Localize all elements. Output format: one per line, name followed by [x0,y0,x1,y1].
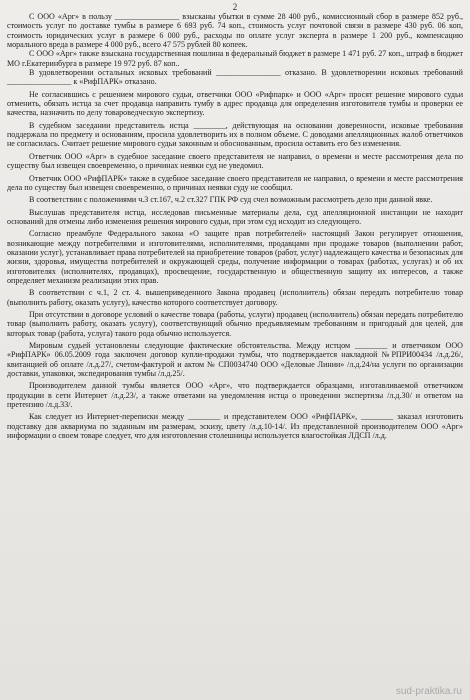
paragraph-article-4: В соответствии с ч.1, 2 ст. 4. вышеприведенного Закона продавец (исполнитель) обязан передать потребителю товар (выполнить работу, оказать услугу), качество которого соответствует договору. [7,288,463,307]
paragraph-damages: С ООО «Арг» в пользу ________________ взысканы убытки в сумме 28 400 руб., комиссионный сбор в размере 852 руб., стоимость услуг по доставке тумбы в размере 6 693 руб. 74 коп., стоимость услуг почтовой связи в размере 430 руб. 06 коп, стоимость юридических услуг в размере 6 000 руб., расходы по оплате услуг эксперта в размере 1 200 руб., компенсацию морального вреда в размере 4 000 руб., всего 47 575 рублей 80 копеек. [7,12,463,50]
paragraph-gpk: В соответствии с положениями ч.3 ст.167, ч.2 ст.327 ГПК РФ суд счел возможным рассмотреть дело при данной явке. [29,195,433,205]
paragraph-appeal: Не согласившись с решением мирового судьи, ответчики ООО «Рифпарк» и ООО «Арг» просят решение мирового судьи отменить, обязать истца за счет продавца направить тумбу в адрес продавца для определения изготовителя тумбы и проверки ее качества, назначить по делу товароведческую экспертизу. [7,89,463,118]
watermark: sud-praktika.ru [395,686,462,697]
page-number: 2 [232,2,238,12]
paragraph-no-quality-terms: При отсутствии в договоре условий о качестве товара (работы, услуги) продавец (исполнитель) обязан передать потребителю товар (выполнить работу, оказать услугу), соответствующий обычно предъявляемым требованиям и пригодный для целей, для которых товар (работа, услуга) такого рода обычно используется. [7,309,463,338]
paragraph-plaintiff-rep: В судебном заседании представитель истца ________, действующая на основании доверенности, исковые требования поддержала по предмету и основаниям, просила удовлетворить их в полном объеме. С доводами апелляционных жалоб ответчиков не согласилась. Считает решение мирового судьи законным и обоснованным, просила оставить его без изменения. [7,120,463,149]
paragraph-defendant-rifpark: Ответчик ООО «РифПАРК» также в судебное заседание своего представителя не направил, о времени и месте рассмотрения дела по существу был извещен своевременно, о причинах неявки суду не сообщил. [7,173,463,192]
paragraph-facts: Мировым судьей установлены следующие фактические обстоятельства. Между истцом ________ и ответчиком ООО «РифПАРК» 06.05.2009 года заключен договор купли-продажи тумбы, что подтверждается накладной №РПРИ00434 /л.д.26/, квитанцией об оплате /л.д.27/, счетом-фактурой и актом № СП0034740 ООО «Деловые Линии» /л.д.24/на услуги по организации доставки, упаковки, экспедирования тумбы /л.д.25/. [7,341,463,379]
paragraph-correspondence: Как следует из Интернет-переписки между ________ и представителем ООО «РифПАРК», ________ заказал изготовить подставку для аквариума по заданным им размерам, эскизу, цвету /л.д.10-14/. Из представленной производителем ООО «Арг» информации о своем товаре следует, что для изготовления столешницы используется влагостойкая ЛДСП /л.д. [7,412,463,441]
paragraph-court-review: Выслушав представителя истца, исследовав письменные материалы дела, суд апелляционной инстанции не находит оснований для отмены либо изменения решения мирового судьи, при этом суд исходит из следующего. [7,207,463,226]
paragraph-manufacturer: Производителем данной тумбы является ООО «Арг», что подтверждается образцами, изготавливаемой ответчиком продукции в сети Интернет /л.д.23/, а также ответами на уведомления истца о проведении экспертизы /л.д.30/ и ответом на претензию /л.д.33/. [7,381,463,410]
document-body [7,12,463,440]
paragraph-defendant-arg: Ответчик ООО «Арг» в судебное заседание своего представителя не направил, о времени и месте рассмотрения дела по существу был извещен своевременно, о причинах неявки суд не уведомил. [7,151,463,171]
paragraph-rejected-claims: В удовлетворении остальных исковых требований ________________ отказано. В удовлетворении исковых требований ________________ к «РифПАРК» отказано. [7,68,463,87]
paragraph-state-fee: С ООО «Арг» также взыскана государственная пошлина в федеральный бюджет в размере 1 471 руб. 27 коп., штраф в бюджет МО г.Екатеринбурга в размере 19 972 руб. 87 коп.. [7,49,463,68]
paragraph-consumer-law: Согласно преамбуле Федерального закона «О защите прав потребителей» настоящий Закон регулирует отношения, возникающие между потребителями и изготовителями, исполнителями, продавцами при продаже товаров (выполнении работ, оказании услуг), устанавливает права потребителей на приобретение товаров (работ, услуг) надлежащего качества и безопасных для жизни, здоровья, имущества потребителей и окружающей среды, получение информации о товарах (работах, услугах) и об их изготовителях (исполнителях, продавцах), просвещение, государственную и общественную защиту их интересов, а также определяет механизм реализации этих прав. [7,229,463,285]
